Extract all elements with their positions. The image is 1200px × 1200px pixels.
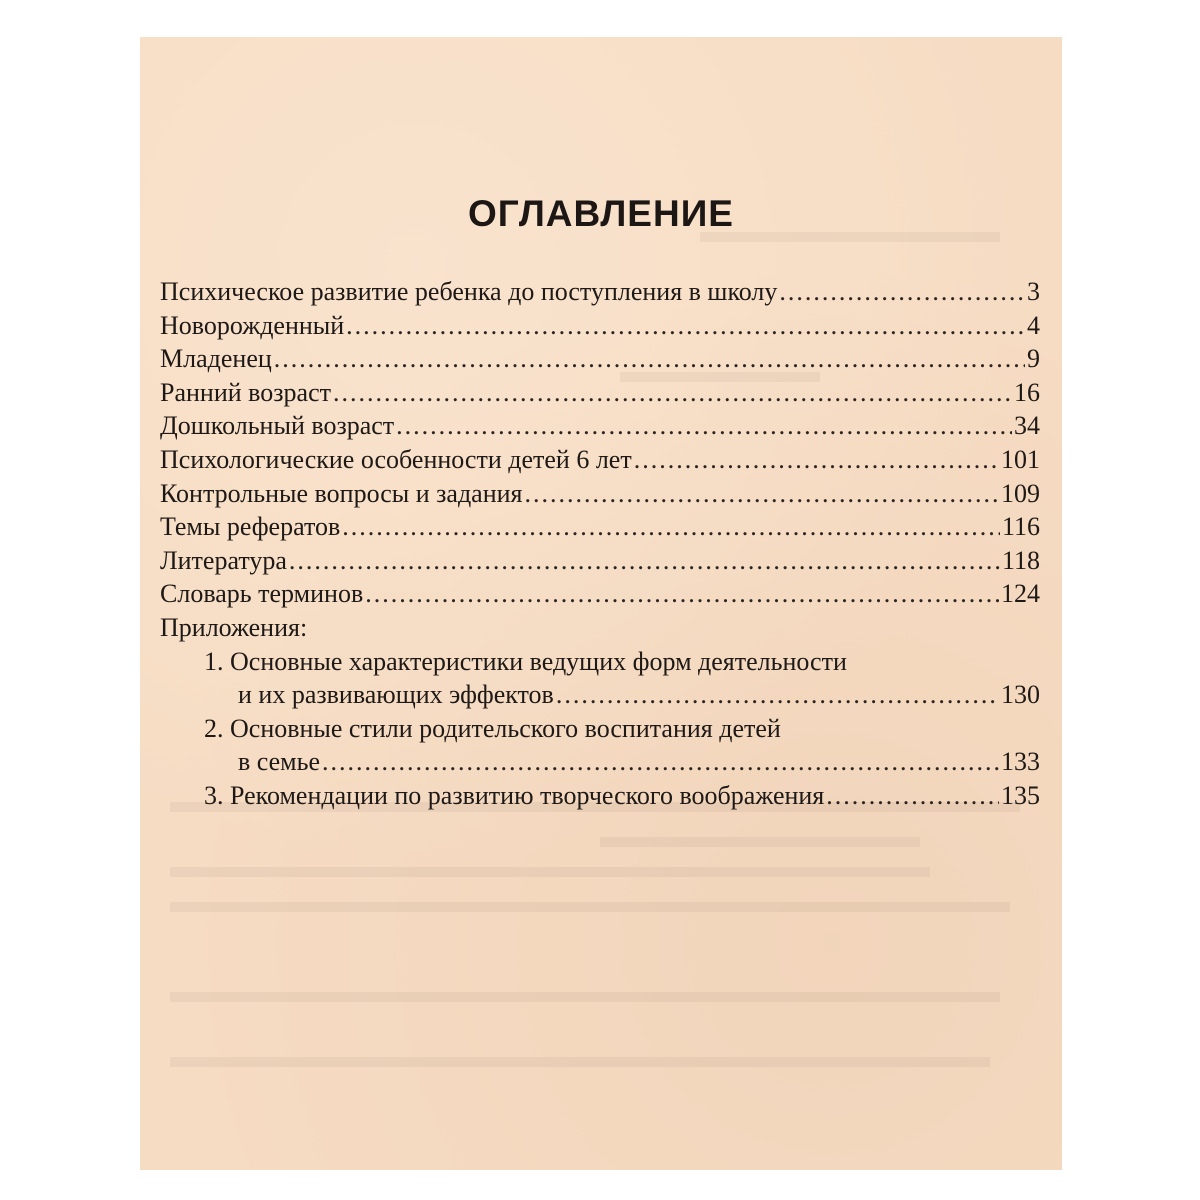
appendix-item-line xyxy=(160,745,1040,779)
toc-entry xyxy=(160,544,1040,578)
appendix-item-line xyxy=(160,645,1040,679)
appendix-item-label: 1. Основные характеристики ведущих форм деятельности xyxy=(204,646,847,676)
dot-leader xyxy=(342,510,1000,544)
toc-entry xyxy=(160,443,1040,477)
dot-leader xyxy=(289,544,1000,578)
appendix-item-line xyxy=(160,678,1040,712)
book-page xyxy=(140,37,1062,1170)
page-title: ОГЛАВЛЕНИЕ xyxy=(468,193,734,234)
dot-leader xyxy=(274,342,1025,376)
toc-entry-label: Словарь терминов xyxy=(160,579,364,609)
table-of-contents xyxy=(160,275,1040,813)
toc-entry-label: Младенец xyxy=(160,344,272,374)
toc-entry xyxy=(160,510,1040,544)
toc-page-number: 124 xyxy=(1001,579,1040,609)
toc-entry-label: Психическое развитие ребенка до поступления в школу xyxy=(160,277,778,306)
dot-leader xyxy=(346,309,1025,343)
dot-leader xyxy=(525,477,999,511)
toc-entry-label: Контрольные вопросы и задания xyxy=(160,478,523,508)
toc-entry xyxy=(160,309,1040,343)
toc-entry-label: Темы рефератов xyxy=(160,512,341,542)
toc-entry-label: Ранний возраст xyxy=(160,377,331,407)
toc-page-number: 101 xyxy=(1001,444,1040,474)
toc-entry xyxy=(160,342,1040,376)
toc-entry-label: Новорожденный xyxy=(160,310,345,340)
appendix-heading: Приложения: xyxy=(160,612,308,642)
toc-entry-label: Литература xyxy=(160,545,287,575)
dot-leader xyxy=(333,376,1012,410)
toc-page-number: 116 xyxy=(1001,512,1040,542)
toc-entry xyxy=(160,409,1040,443)
appendix-item-label: 2. Основные стили родительского воспитания детей xyxy=(204,713,781,743)
toc-entry xyxy=(160,376,1040,410)
toc-page-number: 130 xyxy=(1001,680,1040,710)
toc-page-number: 135 xyxy=(1001,780,1040,810)
appendix-item-label: 3. Рекомендации по развитию творческого воображения xyxy=(204,780,825,810)
toc-page-number: 9 xyxy=(1027,344,1040,374)
toc-page-number: 34 xyxy=(1014,411,1040,441)
dot-leader xyxy=(396,409,1012,443)
appendix-item-label-cont: в семье xyxy=(238,747,321,777)
toc-entry-label: Психологические особенности детей 6 лет xyxy=(160,444,632,474)
toc-page-number: 133 xyxy=(1001,747,1040,777)
toc-entry-label: Дошкольный возраст xyxy=(160,411,395,441)
dot-leader xyxy=(365,577,999,611)
toc-entry xyxy=(160,477,1040,511)
appendix-item-line xyxy=(160,712,1040,746)
toc-page-number: 4 xyxy=(1027,310,1040,340)
toc-page-number: 118 xyxy=(1001,545,1040,575)
toc-page-number: 16 xyxy=(1014,377,1040,407)
toc-entry xyxy=(160,577,1040,611)
dot-leader xyxy=(634,443,999,477)
appendix-item-line xyxy=(160,779,1040,813)
appendix-heading-row xyxy=(160,611,1040,645)
toc-page-number: 109 xyxy=(1001,478,1040,508)
appendix-item-label-cont: и их развивающих эффектов xyxy=(238,680,554,710)
dot-leader xyxy=(556,678,999,712)
dot-leader xyxy=(779,275,1025,309)
toc-page-number: 3 xyxy=(1027,277,1040,306)
toc-entry xyxy=(160,275,1040,309)
dot-leader xyxy=(826,779,999,813)
dot-leader xyxy=(322,745,999,779)
